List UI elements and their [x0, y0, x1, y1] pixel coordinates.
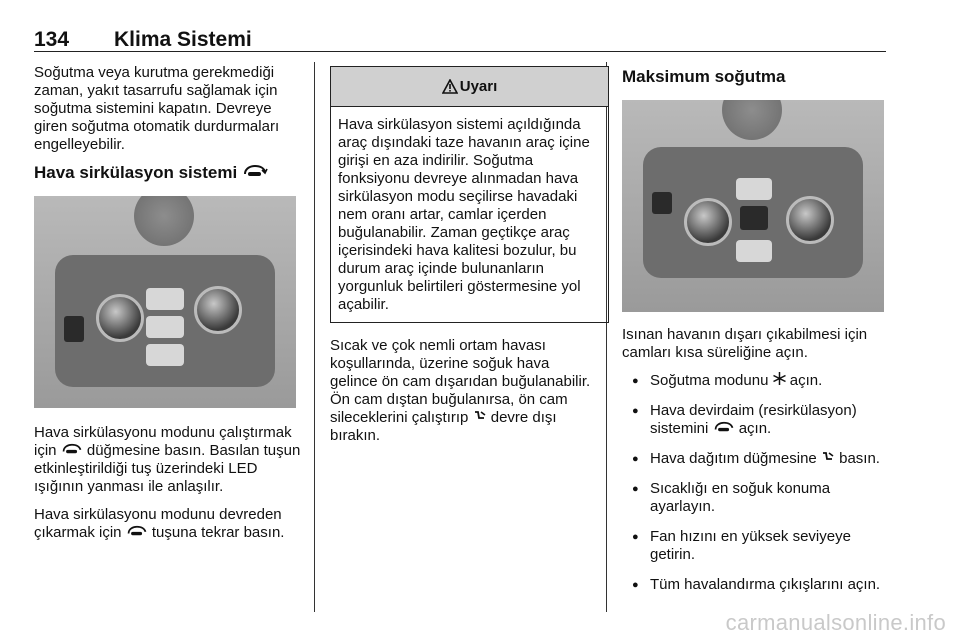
list-item: ● Sıcaklığı en soğuk konuma ayarlayın.: [622, 480, 886, 516]
warning-text: Hava sirkülasyon sistemi açıldığında araç dışındaki taze havanın araç içine girişi en aza indirilir. Soğutma fonksiyonu devreye alınmadan hava sirkülasyon modu seçilirse havadaki nem oranı artar, camlar içerden buğulanabilir. Zaman geçtikçe araç içerisindeki hava kalitesi bozulur, bu durum araç içinde bulunanların yorgunluk belirtileri göstermesine yol açabilir.: [338, 116, 590, 313]
recirculation-car-icon: [126, 525, 148, 537]
list-item: ● Soğutma modunu açın.: [622, 372, 886, 390]
left-column: [34, 64, 302, 552]
list-item: ● Hava devirdaim (resirkülasyon) sistemini açın.: [622, 402, 886, 438]
column-divider: [314, 62, 315, 612]
deactivate-recirculation-text: Hava sirkülasyonu modunu devreden çıkarmak için tuşuna tekrar basın.: [34, 506, 285, 541]
warning-title: Uyarı: [459, 77, 498, 95]
right-column: [622, 64, 886, 606]
middle-column: [330, 66, 592, 455]
recirculation-car-icon: [713, 421, 735, 433]
warning-triangle-icon: [442, 79, 458, 94]
watermark: carmanualsonline.info: [725, 610, 946, 635]
list-item: ● Fan hızını en yüksek seviyeye getirin.: [622, 528, 886, 564]
snowflake-ac-icon: [773, 372, 786, 385]
max-cooling-steps: [622, 372, 886, 594]
intro-text: Soğutma veya kurutma gerekmediği zaman, yakıt tasarrufu sağlamak için soğutma sistemini kapatın. Devreye giren soğutma otomatik durdurmaları engelleyebilir.: [34, 64, 280, 153]
section-title-recirculation: Hava sirkülasyon sistemi: [34, 164, 302, 182]
climate-panel-photo-recirculation: [34, 196, 296, 408]
open-windows-text: Isınan havanın dışarı çıkabilmesi için camları kısa süreliğine açın.: [622, 326, 868, 361]
activate-recirculation-text: Hava sirkülasyonu modunu çalıştırmak için düğmesine basın. Basılan tuşun etkinleştirildiği tuş üzerindeki LED ışığının yanması ile anlaşılır.: [34, 424, 301, 495]
warning-box: [330, 66, 609, 323]
list-item: ● Tüm havalandırma çıkışlarını açın.: [622, 576, 886, 594]
recirculation-car-icon: [242, 164, 268, 178]
warning-header: [331, 67, 608, 107]
section-title-max-cooling: Maksimum soğutma: [622, 67, 786, 86]
air-distribution-seat-icon: [473, 410, 487, 422]
windscreen-fog-text: Sıcak ve çok nemli ortam havası koşullarında, üzerine soğuk hava gelince ön cam dışarıdan buğulanabilir. Ön cam dıştan buğulanırsa, ön cam sileceklerini çalıştırıp devre dışı bırakın.: [330, 337, 591, 444]
recirculation-car-icon: [61, 443, 83, 455]
climate-panel-photo-max-cooling: [622, 100, 884, 312]
air-distribution-seat-icon: [821, 451, 835, 463]
page-header: [34, 26, 886, 52]
chapter-title: Klima Sistemi: [114, 28, 252, 51]
list-item: ● Hava dağıtım düğmesine basın.: [622, 450, 886, 468]
page-number: 134: [34, 28, 70, 51]
